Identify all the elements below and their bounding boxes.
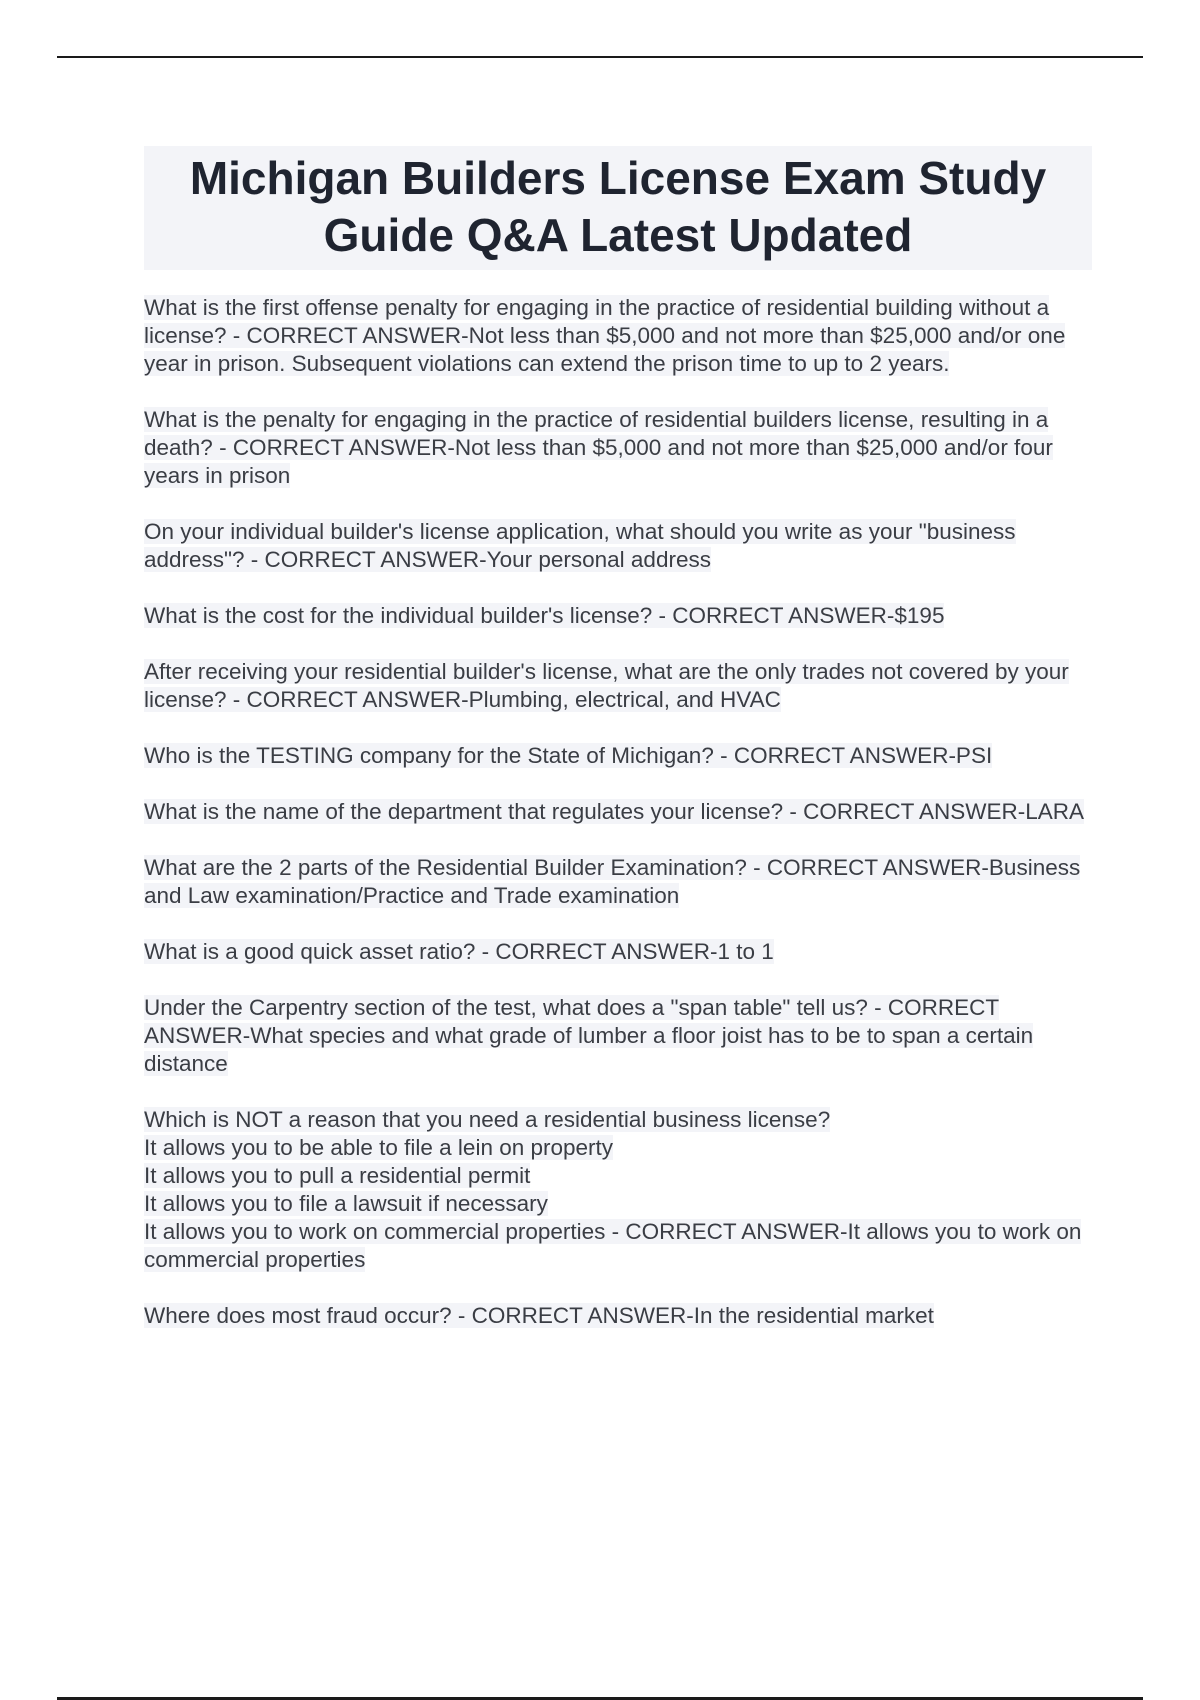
qa-text: What is the name of the department that regulates your license? - CORRECT ANSWER-LARA xyxy=(144,799,1084,824)
qa-text: What is the penalty for engaging in the practice of residential builders license, resulting in a death? - CORRECT ANSWER-Not less than $5,000 and not more than $25,000 and/or four years in prison xyxy=(144,407,1053,488)
top-divider xyxy=(57,56,1143,58)
qa-text: What is a good quick asset ratio? - CORRECT ANSWER-1 to 1 xyxy=(144,939,774,964)
qa-item xyxy=(144,798,1092,826)
qa-option-line xyxy=(144,1190,1092,1218)
qa-item xyxy=(144,938,1092,966)
qa-option: It allows you to pull a residential permit xyxy=(144,1163,531,1188)
qa-question-line xyxy=(144,1106,1092,1134)
qa-item xyxy=(144,854,1092,910)
qa-item xyxy=(144,658,1092,714)
qa-item xyxy=(144,406,1092,490)
qa-text: What is the cost for the individual builder's license? - CORRECT ANSWER-$195 xyxy=(144,603,945,628)
title-block xyxy=(144,146,1092,270)
qa-text: Under the Carpentry section of the test, what does a "span table" tell us? - CORRECT ANSWER-What species and what grade of lumber a floor joist has to be to span a certain distance xyxy=(144,995,1034,1076)
qa-question: Which is NOT a reason that you need a residential business license? xyxy=(144,1107,831,1132)
qa-option: It allows you to work on commercial properties - CORRECT ANSWER-It allows you to work on commercial properties xyxy=(144,1219,1082,1272)
qa-item xyxy=(144,1302,1092,1330)
document-body xyxy=(144,146,1092,1358)
qa-item xyxy=(144,994,1092,1078)
qa-option-line xyxy=(144,1218,1092,1274)
qa-text: After receiving your residential builder's license, what are the only trades not covered by your license? - CORRECT ANSWER-Plumbing, electrical, and HVAC xyxy=(144,659,1069,712)
qa-option: It allows you to be able to file a lein on property xyxy=(144,1135,614,1160)
qa-item xyxy=(144,518,1092,574)
qa-text: What is the first offense penalty for engaging in the practice of residential building without a license? - CORRECT ANSWER-Not less than $5,000 and not more than $25,000 and/or one year in prison. Subsequent violations can extend the prison time to up to 2 years. xyxy=(144,295,1066,376)
qa-option-line xyxy=(144,1162,1092,1190)
document-title: Michigan Builders License Exam Study Guide Q&A Latest Updated xyxy=(189,152,1047,261)
qa-list xyxy=(144,294,1092,1358)
qa-text: On your individual builder's license application, what should you write as your "business address"? - CORRECT ANSWER-Your personal address xyxy=(144,519,1016,572)
qa-item-multiline xyxy=(144,1106,1092,1274)
qa-text: What are the 2 parts of the Residential Builder Examination? - CORRECT ANSWER-Business and Law examination/Practice and Trade examination xyxy=(144,855,1081,908)
qa-option-line xyxy=(144,1134,1092,1162)
qa-item xyxy=(144,742,1092,770)
qa-text: Who is the TESTING company for the State of Michigan? - CORRECT ANSWER-PSI xyxy=(144,743,993,768)
qa-option: It allows you to file a lawsuit if necessary xyxy=(144,1191,548,1216)
qa-text: Where does most fraud occur? - CORRECT ANSWER-In the residential market xyxy=(144,1303,934,1328)
qa-item xyxy=(144,294,1092,378)
qa-item xyxy=(144,602,1092,630)
